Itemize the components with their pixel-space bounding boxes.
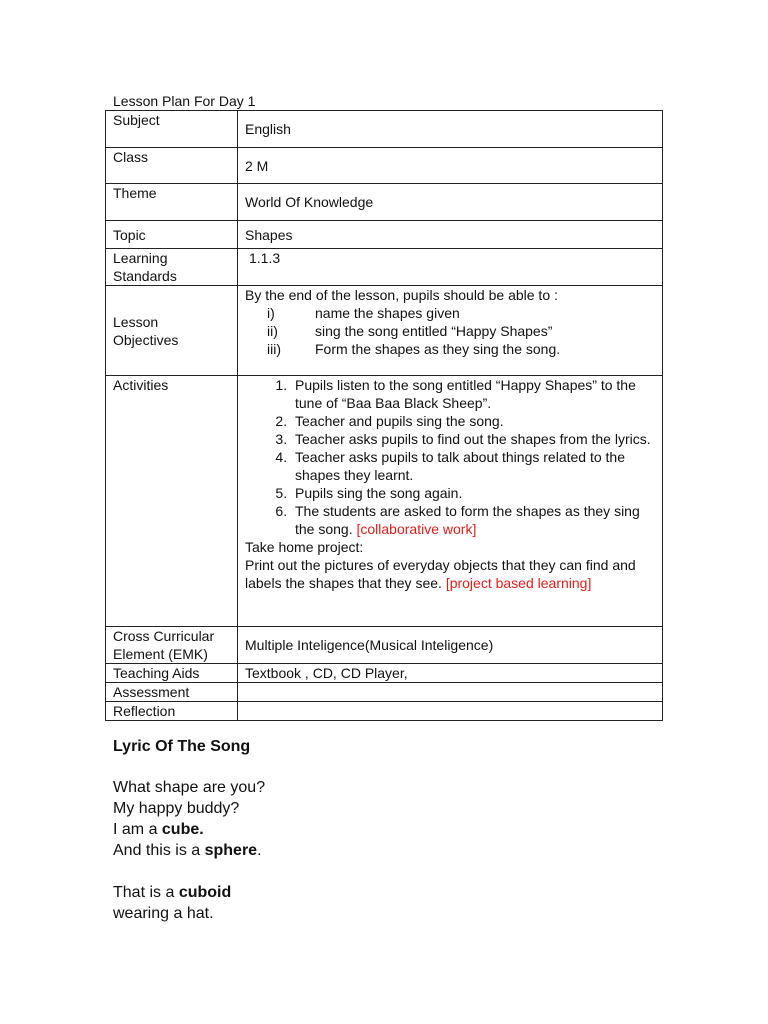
- label-theme: Theme: [106, 184, 238, 221]
- activity-item: 2. Teacher and pupils sing the song.: [291, 412, 655, 430]
- value-activities: [238, 376, 663, 627]
- row-activities: [106, 376, 663, 627]
- row-theme: [106, 184, 663, 221]
- activity-item: 4. Teacher asks pupils to talk about things related to the shapes they learnt.: [291, 448, 655, 484]
- label-assessment: Assessment: [106, 683, 238, 702]
- objectives-list: [245, 304, 655, 358]
- value-learning-standards: 1.1.3: [238, 249, 663, 286]
- objective-item: iii) Form the shapes as they sing the song.: [267, 341, 561, 357]
- lyric-line: What shape are you?: [113, 779, 266, 796]
- song-lyrics: [113, 736, 265, 924]
- label-lesson-objectives: Lesson Objectives: [106, 286, 238, 376]
- project-based-learning-tag: [project based learning]: [445, 575, 592, 591]
- label-cross-curricular: Cross Curricular Element (EMK): [106, 627, 238, 664]
- lyrics-heading: Lyric Of The Song: [113, 738, 251, 755]
- row-assessment: [106, 683, 663, 702]
- lyric-line: wearing a hat.: [113, 905, 214, 922]
- row-teaching-aids: [106, 664, 663, 683]
- lyric-line: I am a cube.: [113, 821, 204, 838]
- value-topic: Shapes: [238, 221, 663, 249]
- lesson-plan-table: [105, 110, 663, 721]
- label-teaching-aids: Teaching Aids: [106, 664, 238, 683]
- value-assessment: [238, 683, 663, 702]
- lyric-line: My happy buddy?: [113, 800, 240, 817]
- value-lesson-objectives: By the end of the lesson, pupils should be able to : i) name the shapes given ii) sing the song entitled “Happy Shapes” iii) Form the shapes as they sing the song.: [238, 286, 663, 376]
- activity-item: 1. Pupils listen to the song entitled “Happy Shapes” to the tune of “Baa Baa Black Sheep”.: [291, 376, 655, 412]
- value-subject: English: [238, 111, 663, 148]
- collaborative-work-tag: [collaborative work]: [356, 521, 477, 537]
- project-heading: Take home project:: [245, 539, 364, 555]
- label-reflection: Reflection: [106, 702, 238, 721]
- activity-item: 3. Teacher asks pupils to find out the shapes from the lyrics.: [291, 430, 655, 448]
- value-cross-curricular: Multiple Inteligence(Musical Inteligence): [238, 627, 663, 664]
- label-topic: Topic: [106, 221, 238, 249]
- row-class: [106, 148, 663, 184]
- objective-item: ii) sing the song entitled “Happy Shapes”: [267, 323, 553, 339]
- value-reflection: [238, 702, 663, 721]
- row-subject: [106, 111, 663, 148]
- label-activities: Activities: [106, 376, 238, 627]
- row-learning-standards: [106, 249, 663, 286]
- row-cross-curricular: [106, 627, 663, 664]
- document-title: Lesson Plan For Day 1: [113, 93, 256, 109]
- value-class: 2 M: [238, 148, 663, 184]
- value-theme: World Of Knowledge: [238, 184, 663, 221]
- value-teaching-aids: Textbook , CD, CD Player,: [238, 664, 663, 683]
- label-class: Class: [106, 148, 238, 184]
- activity-item: 5. Pupils sing the song again.: [291, 484, 655, 502]
- activity-item: 6. The students are asked to form the shapes as they sing the song. [collaborative work]: [291, 502, 655, 538]
- objective-item: i) name the shapes given: [267, 305, 460, 321]
- project-text: Print out the pictures of everyday objects that they can find and labels the shapes that they see. [project based learning]: [245, 557, 636, 591]
- label-subject: Subject: [106, 111, 238, 148]
- activities-list: [245, 376, 655, 538]
- row-reflection: [106, 702, 663, 721]
- lyric-line: And this is a sphere.: [113, 842, 262, 859]
- row-lesson-objectives: [106, 286, 663, 376]
- lyric-line: That is a cuboid: [113, 884, 232, 901]
- label-learning-standards: Learning Standards: [106, 249, 238, 286]
- row-topic: [106, 221, 663, 249]
